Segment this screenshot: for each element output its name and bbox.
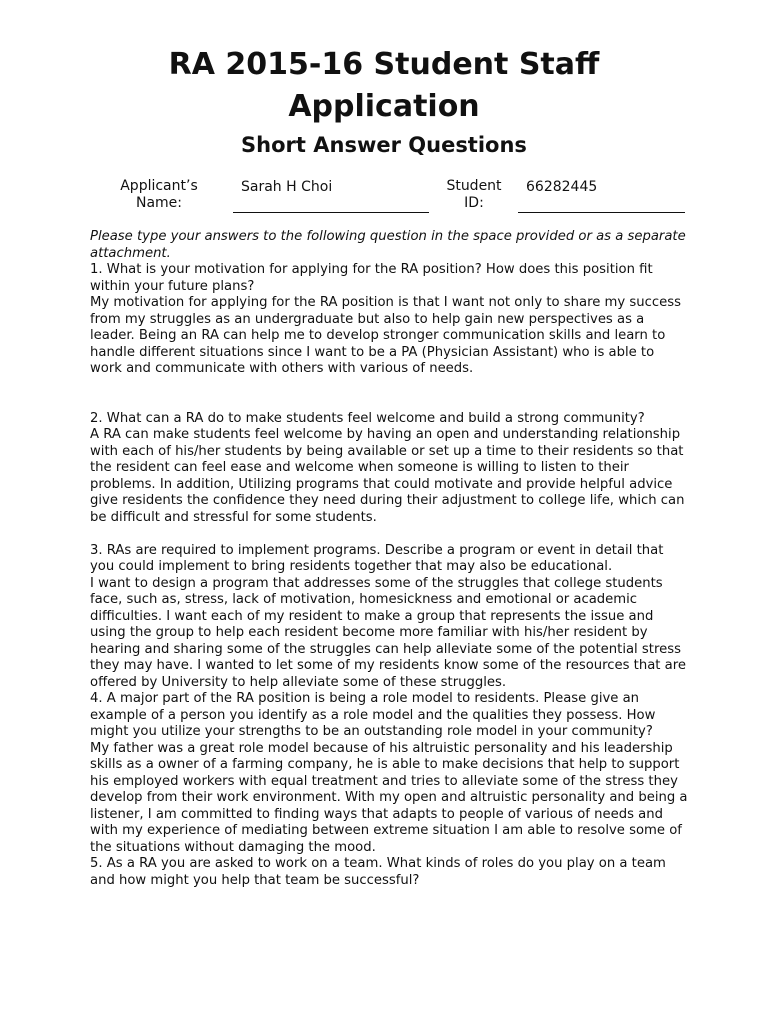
question-4: 4. A major part of the RA position is being a role model to residents. Please give an example of a person you identify as a role model and the qualities they possess. How might you utilize your strengths to be an outstanding role model in your community? — [90, 691, 656, 739]
instructions-text: Please type your answers to the following question in the space provided or as a separate attachment. — [90, 229, 686, 261]
applicant-name-underline — [233, 212, 429, 213]
student-id-label: Student ID: — [446, 178, 502, 211]
answers-body — [90, 229, 690, 889]
question-5: 5. As a RA you are asked to work on a team. What kinds of roles do you play on a team and how might you help that team be successful? — [90, 856, 666, 888]
spacer — [90, 378, 690, 395]
applicant-name-value: Sarah H Choi — [241, 179, 333, 195]
answer-2: A RA can make students feel welcome by having an open and understanding relationship with each of his/her students by being available or set up a time to their residents so that the resident can feel ease and welcome when someone is willing to listen to their problems. In addition, Utilizing programs that could motivate and provide helpful advice give residents the confidence they need during their adjustment to college life, which can be difficult and stressful for some students. — [90, 427, 685, 525]
question-2: 2. What can a RA do to make students feel welcome and build a strong community? — [90, 410, 645, 426]
question-1: 1. What is your motivation for applying for the RA position? How does this position fit within your future plans? — [90, 262, 653, 294]
student-id-value: 66282445 — [526, 179, 598, 195]
applicant-name-label: Applicant’s Name: — [120, 178, 198, 211]
spacer — [90, 394, 690, 411]
answer-4: My father was a great role model because of his altruistic personality and his leadership skills as a owner of a farming company, he is able to make decisions that help to support his employed workers with equal treatment and tries to alleviate some of the stress they develop from their work environment. With my open and altruistic personality and being a listener, I am committed to finding ways that adapts to people of various of needs and with my experience of mediating between extreme situation I am able to resolve some of the situations without damaging the mood. — [90, 740, 688, 855]
document-subtitle: Short Answer Questions — [241, 133, 527, 157]
applicant-info-row — [0, 178, 768, 218]
question-3: 3. RAs are required to implement programs. Describe a program or event in detail that you could implement to bring residents together that may also be educational. — [90, 542, 664, 574]
answer-1: My motivation for applying for the RA position is that I want not only to share my success from my struggles as an undergraduate but also to help gain new perspectives as a leader. Being an RA can help me to develop stronger communication skills and learn to handle different situations since I want to be a PA (Physician Assistant) who is able to work and communicate with others with various of needs. — [90, 295, 681, 376]
spacer — [90, 526, 690, 543]
document-title: RA 2015-16 Student Staff Application — [168, 47, 600, 124]
student-id-underline — [518, 212, 685, 213]
answer-3: I want to design a program that addresses some of the struggles that college students face, such as, stress, lack of motivation, homesickness and emotional or academic difficulties. I want each of my resident to make a group that represents the issue and using the group to help each resident become more familiar with his/her resident by hearing and sharing some of the struggles can help alleviate some of the potential stress they may have. I wanted to let some of my residents know some of the resources that are offered by University to help alleviate some of these struggles. — [90, 575, 686, 690]
